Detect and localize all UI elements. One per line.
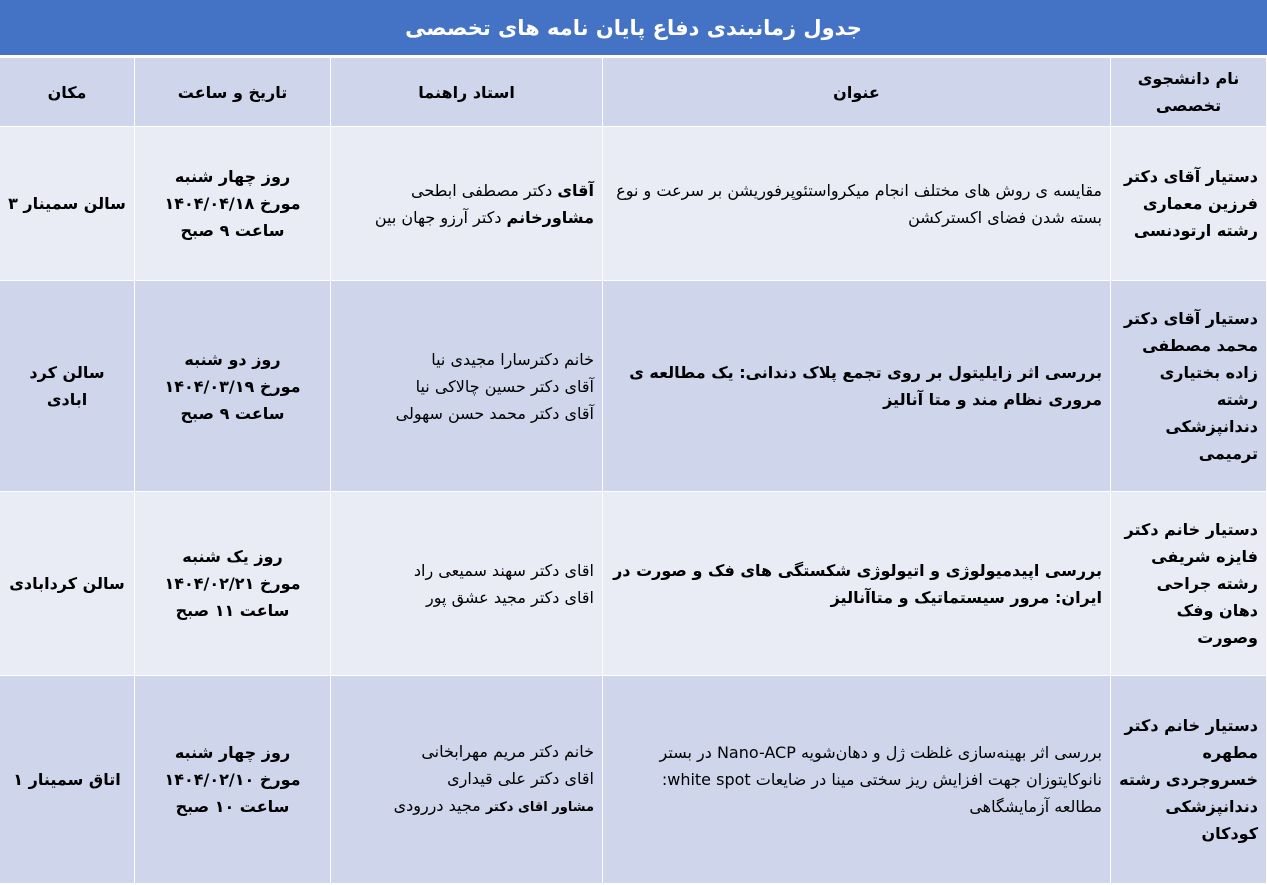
date-label: مورخ ۱۴۰۴/۰۲/۱۰ <box>164 770 301 789</box>
day-label: روز یک شنبه <box>182 547 283 566</box>
place-cell: سالن کردابادی <box>0 492 135 676</box>
student-name: دستیار خانم دکتر فایزه شریفی رشته جراحی دهان وفک وصورت <box>1111 492 1267 676</box>
date-label: مورخ ۱۴۰۴/۰۳/۱۹ <box>164 376 301 396</box>
student-name: دستیار آقای دکتر فرزین معماری رشته ارتودنسی <box>1111 127 1267 281</box>
advisor-cell <box>331 127 603 281</box>
place-cell: سالن کرد ابادی <box>0 281 135 492</box>
thesis-title: بررسی اپیدمیولوژی و اتیولوژی شکستگی های فک و صورت در ایران: مرور سیستماتیک و متاآنالیز <box>603 492 1111 676</box>
advisor-line: آقای دکتر حسین چالاکی نیا <box>415 376 594 396</box>
day-label: روز چهار شنبه <box>174 743 291 762</box>
day-label: روز چهار شنبه <box>174 167 291 186</box>
advisor-line: آقای دکتر محمد حسن سهولی <box>395 403 594 423</box>
advisor-cell <box>331 676 603 884</box>
advisor-line: مشاور اقای دکتر مجید دررودی <box>393 796 594 815</box>
advisor-line: اقای دکتر سهند سمیعی راد <box>413 560 594 580</box>
thesis-title: بررسی اثر بهینه‌سازی غلظت ژل و دهان‌شویه Nano-ACP در بستر نانوکایتوزان جهت افزایش ریز سختی مینا در ضایعات white spot: مطالعه آزمایشگاهی <box>603 676 1111 884</box>
place-cell: اتاق سمینار ۱ <box>0 676 135 884</box>
header-advisor: استاد راهنما <box>331 58 603 127</box>
place-cell: سالن سمینار ۳ <box>0 127 135 281</box>
advisor-line: اقای دکتر علی قیداری <box>447 769 594 788</box>
thesis-title: بررسی اثر زایلیتول بر روی تجمع پلاک دندانی: یک مطالعه ی مروری نظام مند و متا آنالیز <box>603 281 1111 492</box>
thesis-title: مقایسه ی روش های مختلف انجام میکرواستئوپرفوریشن بر سرعت و نوع بسته شدن فضای اکسترکشن <box>603 127 1111 281</box>
header-name: نام دانشجوی تخصصی <box>1111 58 1267 127</box>
advisor-line: مشاورخانم دکتر آرزو جهان بین <box>374 207 594 227</box>
header-datetime: تاریخ و ساعت <box>135 58 331 127</box>
date-label: مورخ ۱۴۰۴/۰۲/۲۱ <box>164 574 301 593</box>
student-name: دستیار آقای دکتر محمد مصطفی زاده بختیاری رشته دندانپزشکی ترمیمی <box>1111 281 1267 492</box>
header-row <box>0 58 1267 127</box>
schedule-table <box>0 57 1267 884</box>
header-place: مکان <box>0 58 135 127</box>
datetime-cell <box>135 492 331 676</box>
advisor-line: خانم دکترسارا مجیدی نیا <box>431 349 594 369</box>
time-label: ساعت ۱۰ صبح <box>175 797 290 816</box>
advisor-cell <box>331 492 603 676</box>
day-label: روز دو شنبه <box>184 349 281 369</box>
table-row <box>0 281 1267 492</box>
date-label: مورخ ۱۴۰۴/۰۴/۱۸ <box>164 194 301 213</box>
table-row <box>0 127 1267 281</box>
page-title: جدول زمانبندی دفاع پایان نامه های تخصصی <box>0 0 1267 57</box>
datetime-cell <box>135 281 331 492</box>
advisor-line: اقای دکتر مجید عشق پور <box>426 587 594 607</box>
table-row <box>0 676 1267 884</box>
advisor-cell <box>331 281 603 492</box>
datetime-cell <box>135 127 331 281</box>
student-name: دستیار خانم دکتر مطهره خسروجردی رشته دندانپزشکی کودکان <box>1111 676 1267 884</box>
advisor-line: آقای دکتر مصطفی ابطحی <box>411 180 594 200</box>
time-label: ساعت ۱۱ صبح <box>175 601 290 620</box>
time-label: ساعت ۹ صبح <box>180 403 285 423</box>
header-title: عنوان <box>603 58 1111 127</box>
datetime-cell <box>135 676 331 884</box>
time-label: ساعت ۹ صبح <box>180 221 285 240</box>
advisor-line: خانم دکتر مریم مهرابخانی <box>421 742 594 761</box>
table-row <box>0 492 1267 676</box>
